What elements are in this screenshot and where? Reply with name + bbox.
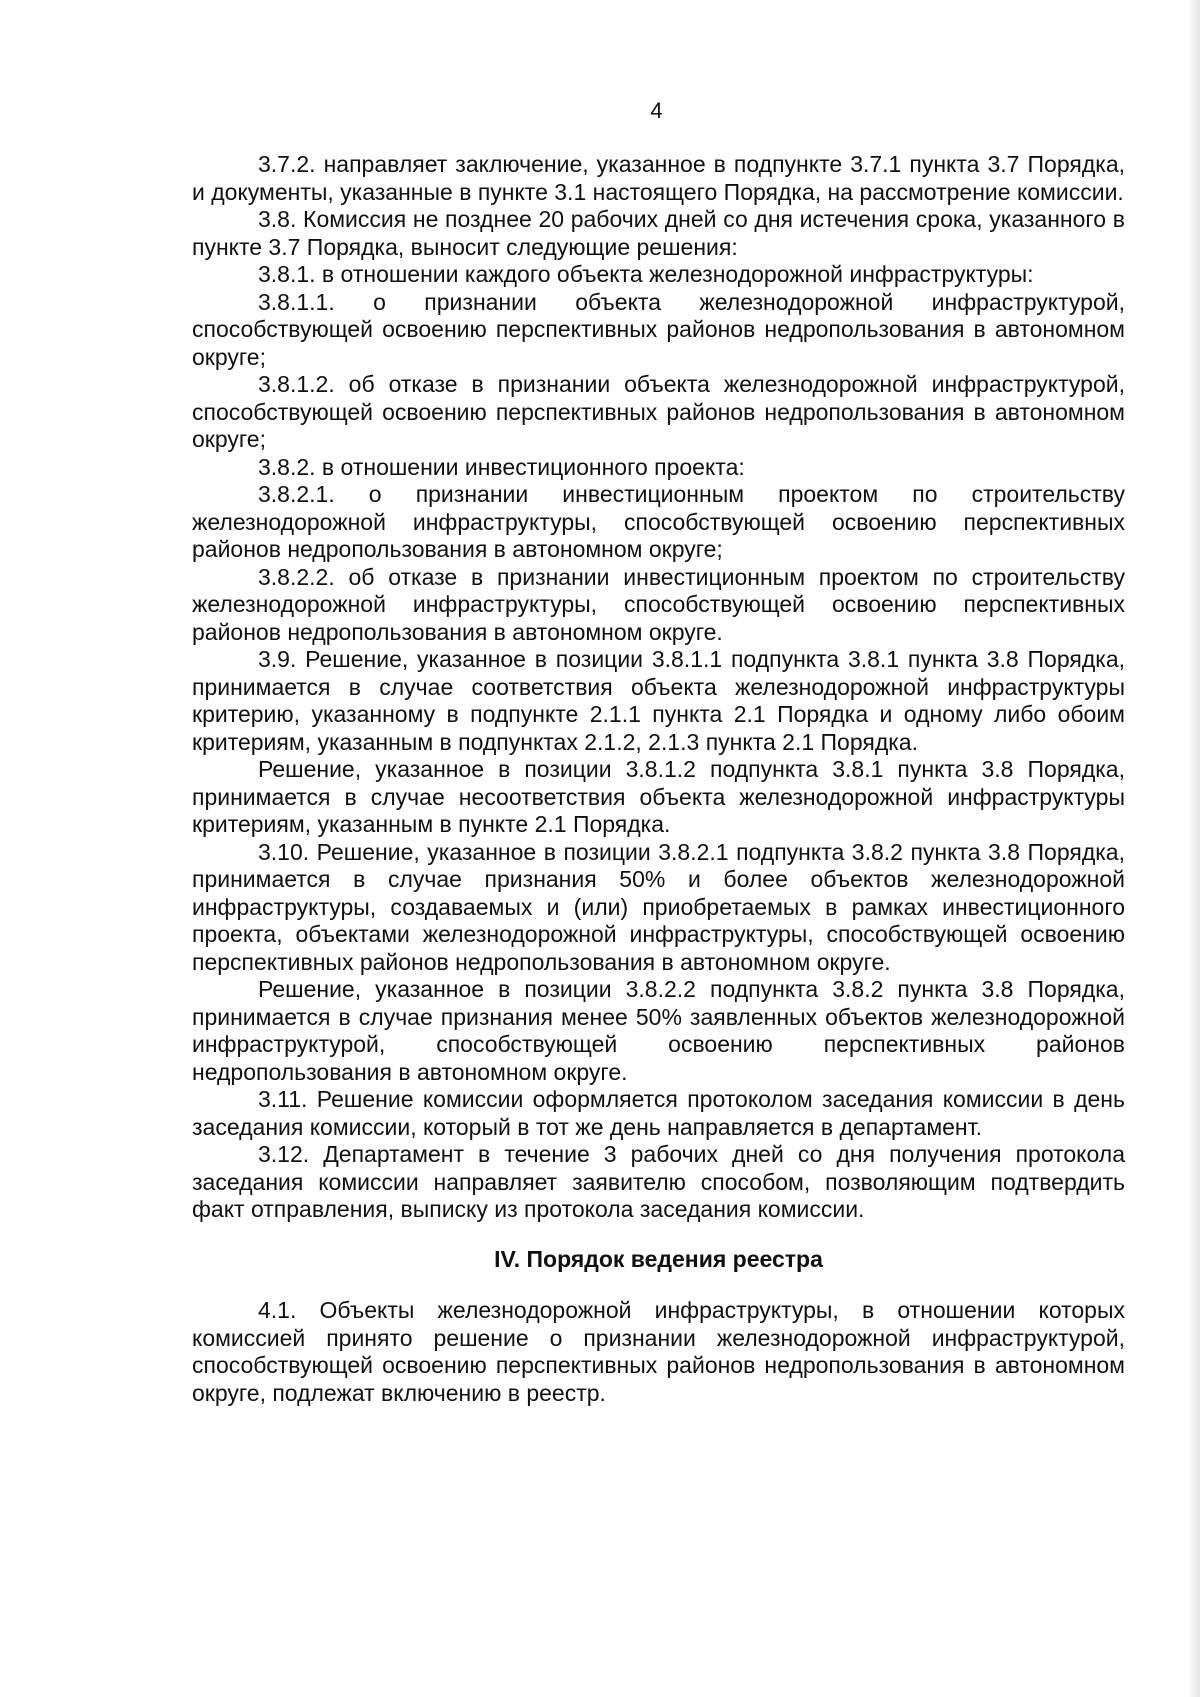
paragraph-3-8-1-1: 3.8.1.1. о признании объекта железнодорожной инфраструктурой, способствующей освоению перспективных районов недропользования в автономном округе;	[192, 288, 1125, 370]
paragraph-3-12: 3.12. Департамент в течение 3 рабочих дней со дня получения протокола заседания комиссии направляет заявителю способом, позволяющим подтвердить факт отправления, выписку из протокола заседания комиссии.	[192, 1141, 1125, 1222]
paragraph-3-11: 3.11. Решение комиссии оформляется протоколом заседания комиссии в день заседания комиссии, который в тот же день направляется в департамент.	[192, 1086, 1125, 1140]
paragraph-3-10-decision: Решение, указанное в позиции 3.8.2.2 подпункта 3.8.2 пункта 3.8 Порядка, принимается в случае признания менее 50% заявленных объектов железнодорожной инфраструктурой, способствующей освоению перспективных районов недропользования в автономном округе.	[192, 976, 1125, 1085]
paragraph-3-8-2: 3.8.2. в отношении инвестиционного проекта:	[258, 453, 745, 480]
paragraph-3-10: 3.10. Решение, указанное в позиции 3.8.2.1 подпункта 3.8.2 пункта 3.8 Порядка, принимается в случае признания 50% и более объектов железнодорожной инфраструктуры, создаваемых и (или) приобретаемых в рамках инвестиционного проекта, объектами железнодорожной инфраструктуры, способствующей освоению перспективных районов недропользования в автономном округе.	[192, 838, 1125, 975]
paragraph-3-8-1-2: 3.8.1.2. об отказе в признании объекта железнодорожной инфраструктурой, способствующей освоению перспективных районов недропользования в автономном округе;	[192, 371, 1125, 452]
paragraph-3-8: 3.8. Комиссия не позднее 20 рабочих дней со дня истечения срока, указанного в пункте 3.7 Порядка, выносит следующие решения:	[192, 206, 1125, 260]
page-edge-shadow	[1188, 0, 1200, 1697]
paragraph-3-9: 3.9. Решение, указанное в позиции 3.8.1.1 подпункта 3.8.1 пункта 3.8 Порядка, принимается в случае соответствия объекта железнодорожной инфраструктуры критерию, указанному в подпункте 2.1.1 пункта 2.1 Порядка и одному либо обоим критериям, указанным в подпунктах 2.1.2, 2.1.3 пункта 2.1 Порядка.	[192, 646, 1125, 755]
paragraph-3-7-2: 3.7.2. направляет заключение, указанное в подпункте 3.7.1 пункта 3.7 Порядка, и документы, указанные в пункте 3.1 настоящего Порядка, на рассмотрение комиссии.	[192, 151, 1125, 205]
section-heading: IV. Порядок ведения реестра	[494, 1245, 823, 1272]
paragraph-3-9-decision: Решение, указанное в позиции 3.8.1.2 подпункта 3.8.1 пункта 3.8 Порядка, принимается в случае несоответствия объекта железнодорожной инфраструктуры критериям, указанным в пункте 2.1 Порядка.	[192, 756, 1125, 837]
document-body	[192, 151, 1125, 1407]
paragraph-3-8-2-2: 3.8.2.2. об отказе в признании инвестиционным проектом по строительству железнодорожной инфраструктуры, способствующей освоению перспективных районов недропользования в автономном округе.	[192, 563, 1125, 645]
paragraph-3-8-1: 3.8.1. в отношении каждого объекта железнодорожной инфраструктуры:	[258, 261, 1034, 287]
paragraph-4-1: 4.1. Объекты железнодорожной инфраструктуры, в отношении которых комиссией принято решение о признании железнодорожной инфраструктурой, способствующей освоению перспективных районов недропользования в автономном округе, подлежат включению в реестр.	[192, 1297, 1125, 1406]
paragraph-3-8-2-1: 3.8.2.1. о признании инвестиционным проектом по строительству железнодорожной инфраструктуры, способствующей освоению перспективных районов недропользования в автономном округе;	[192, 481, 1125, 562]
page-number: 4	[650, 98, 663, 123]
